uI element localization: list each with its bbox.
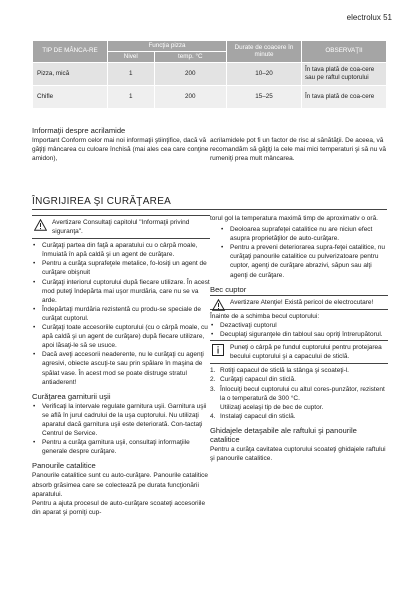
lamp-warning-text: Avertizare Atenţie! Există pericol de electrocutare!: [230, 298, 374, 306]
list-item: • Curăţaţi partea din faţă a aparatului cu o cârpă moale, înmuiată în apă caldă şi un agent de curăţare.: [32, 241, 210, 259]
lamp-list: [210, 321, 388, 339]
list-item: • Curăţaţi interiorul cuptorului după fiecare utilizare. În acest mod puteţi îndepărta mai uşor murdăria, care nu se va arde.: [32, 278, 210, 305]
catalytic-heading: Panourile catalitice: [32, 461, 96, 471]
header-food-type: TIP DE MÂNCA-RE: [33, 41, 108, 63]
header-notes: OBSERVAŢII: [302, 41, 387, 63]
list-item: • Verificaţi la intervale regulate garnitura uşii. Garnitura uşii se află în jurul cadrului de la uşa cuptorului. Nu utilizaţi aparatul dacă garnitura uşii este deteriorată. Con-tactaţi Centrul de Service.: [32, 402, 210, 438]
page-header: electrolux 51: [346, 13, 392, 22]
cell-time: 15–25: [227, 85, 302, 108]
list-item: 3. Înlocuiţi becul cuptorului cu altul cores-punzător, rezistent la o temperatură de 300 °C.: [210, 385, 385, 402]
list-item: • Dezactivaţi cuptorul: [210, 321, 388, 330]
header-level: Nivel: [108, 51, 155, 62]
list-item: • Decuplaţi siguranţele din tabloul sau opriţi întrerupătorul.: [210, 330, 388, 339]
info-icon: [212, 344, 224, 359]
list-item: 2. Curăţaţi capacul din sticlă.: [210, 376, 296, 384]
list-item: • Pentru a curăţa suprafeţele metalice, fo-losiţi un agent de curăţare obişnuit: [32, 259, 210, 277]
cell-temp: 200: [154, 85, 226, 108]
list-item: • Dacă aveţi accesorii neaderente, nu le curăţaţi cu agenţi agresivi, obiecte ascuţi-te sau prin spălare în maşina de spălat vase. În acest mod se poate distruge stratul antiaderent!: [32, 350, 210, 386]
acrylamide-text-right: acrilamidele pot fi un factor de risc al sănătăţii. De aceea, vă recomandăm să găţiţi la cele mai mici temperaturi şi să nu vă rumeniţi prea mult mâncarea.: [210, 137, 386, 163]
cell-temp: 200: [154, 62, 226, 85]
info-box: [210, 340, 388, 364]
list-item: • Deoloarea suprafeţei catalitice nu are niciun efect asupra proprietăţilor de auto-curăţare.: [220, 225, 388, 243]
section-divider: [32, 209, 387, 210]
table-row: [33, 85, 387, 108]
cell-note: În tava plată de coa-cere: [302, 85, 387, 108]
cell-food: Chifle: [33, 85, 108, 108]
baking-table: [32, 40, 387, 109]
shelf-text: Pentru a curăţa cavitatea cuptorului scoateţi ghidajele raftului şi panourile catalitice.: [210, 446, 386, 463]
lamp-heading: Bec cuptor: [210, 284, 247, 294]
acrylamide-heading: Informaţii despre acrilamide: [32, 126, 126, 135]
list-item: • Pentru a preveni deteriorarea supra-feţei catalitice, nu curăţaţi panourile catalitice cu pulverizatoare pentru cuptor, agenţi de curăţare abrazivi, săpun sau alţi agenţi de curăţare.: [220, 243, 388, 279]
list-item: • Curăţaţi toate accesoriile cuptorului (cu o cârpă moale, cu apă caldă şi un agent de curăţare) după fiecare utilizare, apoi lăsaţi-le să se usuce.: [32, 323, 210, 350]
lamp-before: Înainte de a schimba becul cuptorului:: [210, 312, 320, 320]
warning-text: Avertizare Consultaţi capitolul "Informaţii privind siguranţa".: [52, 219, 190, 236]
cell-level: 1: [108, 85, 155, 108]
info-text: Puneţi o cârpă pe fundul cuptorului pentru protejarea becului cuptorului şi a capacului de sticlă.: [230, 344, 382, 361]
cell-food: Pizza, mică: [33, 62, 108, 85]
left-column: [32, 214, 210, 517]
header-temperature: temp. °C: [154, 51, 226, 62]
list-item: • Pentru a curăţa garnitura uşii, consultaţi informaţiile generale despre curăţare.: [32, 438, 210, 456]
section-title: ÎNGRIJIREA ŞI CURĂŢAREA: [32, 196, 172, 207]
header-pizza-function: Funcţia pizza: [108, 41, 227, 52]
lamp-warning-box: [210, 295, 388, 310]
cell-note: În tava plată de coa-cere sau pe raftul cuptorului: [302, 62, 387, 85]
catalytic-list: [220, 225, 388, 280]
cell-level: 1: [108, 62, 155, 85]
header-duration: Durate de coacere în minute: [227, 41, 302, 63]
list-item: • Îndepărtaţi murdăria rezistentă cu produ-se speciale de curăţat cuptorul.: [32, 305, 210, 323]
right-column: [210, 214, 388, 463]
cell-time: 10–20: [227, 62, 302, 85]
warning-box: [32, 215, 210, 239]
lamp-steps: [210, 366, 388, 421]
catalytic-notes: [210, 225, 388, 280]
door-heading: Curăţarea garniturii uşii: [32, 391, 111, 401]
list-item: 4. Instalaţi capacul din sticlă.: [210, 412, 296, 420]
table-row: [33, 62, 387, 85]
catalytic-text: Panourile catalitice sunt cu auto-curăţare. Panourile catalitice absorb grăsimea care se colectează pe durata funcţionării aparatului. Pentru a ajuta procesul de auto-curăţare scoateţi accesoriile din aparat şi porniţi cup-: [32, 472, 208, 516]
acrylamide-left: [32, 126, 210, 163]
warning-icon: [34, 219, 47, 234]
list-item: 1. Rotiţi capacul de sticlă la stânga şi scoateţi-l.: [210, 367, 349, 375]
acrylamide-right: [210, 136, 388, 163]
shelf-heading: Ghidajele detaşabile ale raftului şi panourile catalitice: [210, 425, 357, 444]
list-item: Utilizaţi acelaşi tip de bec de cuptor.: [220, 403, 324, 411]
catalytic-continued: torul gol la temperatura maximă timp de aproximativ o oră.: [210, 215, 378, 222]
acrylamide-text-left: Important Conform celor mai noi informaţii ştiinţifice, dacă vă găţiţi mâncarea cu culoare închisă (mai ales cea care conţine amidon),: [32, 137, 209, 163]
warning-icon: [212, 299, 225, 314]
door-list: [32, 402, 210, 457]
cleaning-list: [32, 241, 210, 387]
